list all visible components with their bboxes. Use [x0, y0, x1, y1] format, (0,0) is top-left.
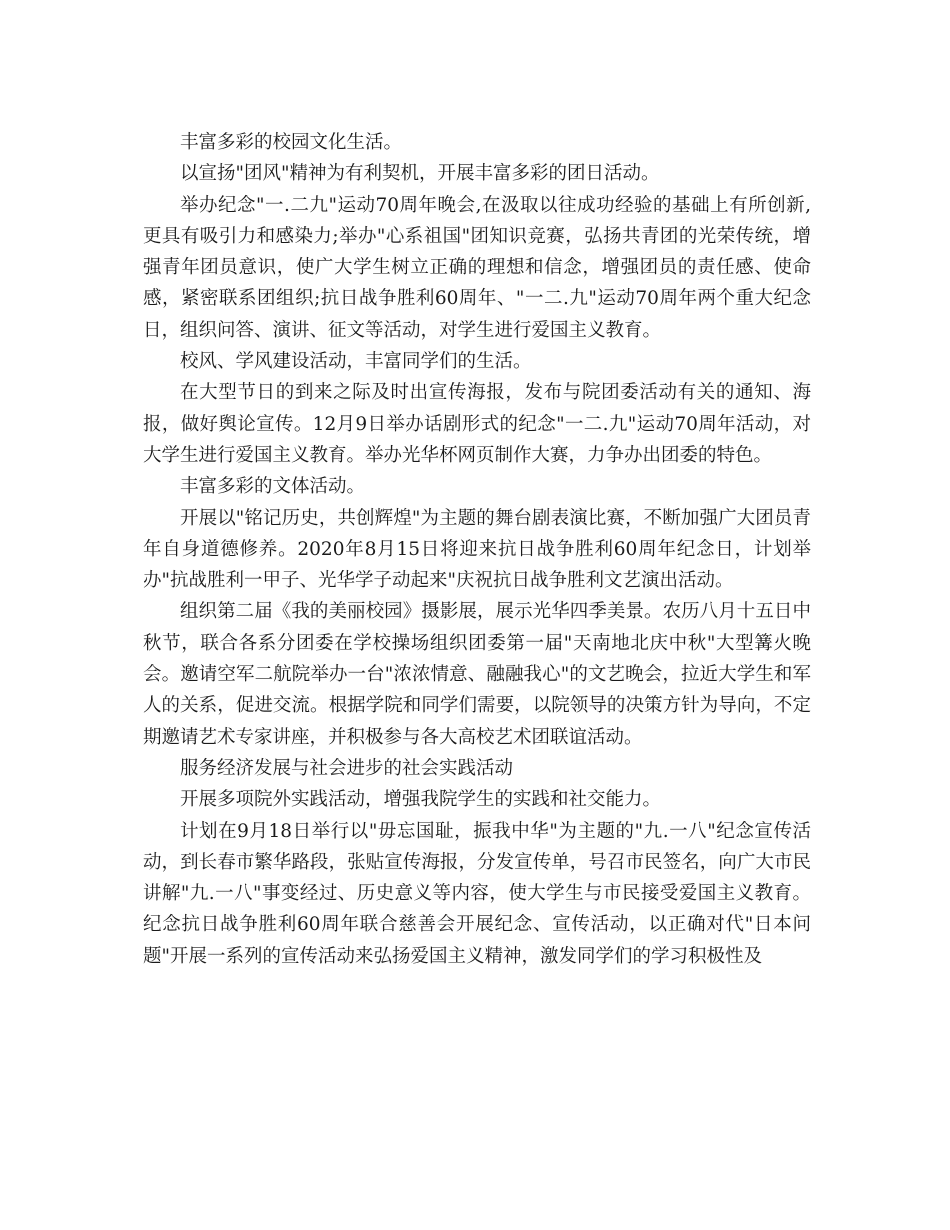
paragraph-10: 开展多项院外实践活动，增强我院学生的实践和社交能力。: [180, 789, 662, 811]
paragraph-3: 举办纪念"一.二九"运动70周年晚会,在汲取以往成功经验的基础上有所创新,更具有吸引力和感染力;举办"心系祖国"团知识竞赛，弘扬共青团的光荣传统，增强青年团员意识，使广大学生树立正确的理想和信念，增强团员的责任感、使命感，紧密联系团组织;抗日战争胜利60周年、"一二.九"运动70周年两个重大纪念日，组织问答、演讲、征文等活动，对学生进行爱国主义教育。: [143, 194, 811, 341]
paragraph-2: 以宣扬"团风"精神为有利契机，开展丰富多彩的团日活动。: [180, 163, 660, 185]
paragraph-4: 校风、学风建设活动，丰富同学们的生活。: [180, 351, 532, 373]
paragraph-1: 丰富多彩的校园文化生活。: [180, 132, 403, 153]
paragraph-8: 组织第二届《我的美丽校园》摄影展，展示光华四季美景。农历八月十五日中秋节，联合各系分团委在学校操场组织团委第一届"天南地北庆中秋"大型篝火晚会。邀请空军二航院举办一台"浓浓情意、融融我心"的文艺晚会，拉近大学生和军人的关系，促进交流。根据学院和同学们需要，以院领导的决策方针为导向，不定期邀请艺术专家讲座，并积极参与各大高校艺术团联谊活动。: [143, 601, 811, 748]
paragraph-5: 在大型节日的到来之际及时出宣传海报，发布与院团委活动有关的通知、海报，做好舆论宣传。12月9日举办话剧形式的纪念"一二.九"运动70周年活动，对大学生进行爱国主义教育。举办光华杯网页制作大赛，力争办出团委的特色。: [143, 382, 811, 466]
paragraph-11: 计划在9月18日举行以"毋忘国耻，振我中华"为主题的"九.一八"纪念宣传活动，到长春市繁华路段，张贴宣传海报，分发宣传单，号召市民签名，向广大市民讲解"九.一八"事变经过、历史意义等内容，使大学生与市民接受爱国主义教育。纪念抗日战争胜利60周年联合慈善会开展纪念、宣传活动，以正确对代"日本问题"开展一系列的宣传活动来弘扬爱国主义精神，激发同学们的学习积极性及: [143, 820, 811, 967]
document-body: [143, 127, 811, 972]
paragraph-6: 丰富多彩的文体活动。: [180, 476, 366, 498]
paragraph-9: 服务经济发展与社会进步的社会实践活动: [180, 757, 514, 779]
paragraph-7: 开展以"铭记历史，共创辉煌"为主题的舞台剧表演比赛，不断加强广大团员青年自身道德修养。2020年8月15日将迎来抗日战争胜利60周年纪念日，计划举办"抗战胜利一甲子、光华学子动起来"庆祝抗日战争胜利文艺演出活动。: [143, 507, 811, 592]
